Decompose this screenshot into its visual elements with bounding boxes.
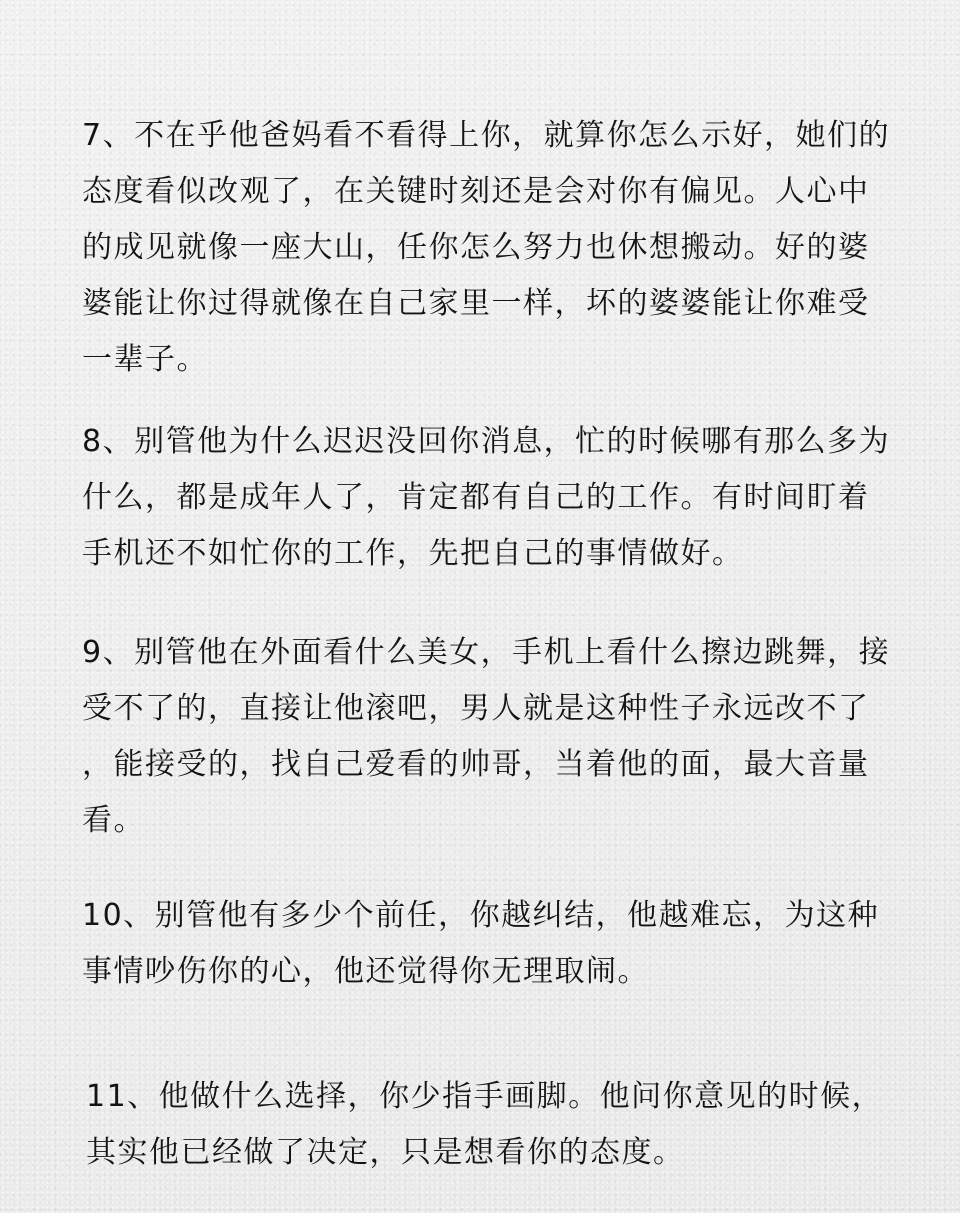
paragraph-line: 9、别管他在外面看什么美女，手机上看什么擦边跳舞，接 [82, 635, 891, 670]
paragraph-line: 一辈子。 [82, 342, 208, 377]
paragraph-line: 7、不在乎他爸妈看不看得上你，就算你怎么示好，她们的 [82, 118, 891, 153]
paragraph-line: 的成见就像一座大山，任你怎么努力也休想搬动。好的婆 [82, 230, 870, 265]
paragraph-8 [82, 414, 891, 582]
paragraph-line: 11、他做什么选择，你少指手画脚。他问你意见的时候， [86, 1079, 884, 1114]
paragraph-line: 8、别管他为什么迟迟没回你消息，忙的时候哪有那么多为 [82, 424, 891, 459]
paragraph-line: 事情吵伤你的心，他还觉得你无理取闹。 [82, 954, 649, 989]
paragraph-10 [82, 888, 882, 1000]
paragraph-line: 受不了的，直接让他滚吧，男人就是这种性子永远改不了 [82, 691, 870, 726]
paragraph-line: 10、别管他有多少个前任，你越纠结，他越难忘，为这种 [82, 898, 880, 933]
paragraph-line: 态度看似改观了，在关键时刻还是会对你有偏见。人心中 [82, 174, 870, 209]
paragraph-line: 看。 [82, 803, 145, 838]
paragraph-7 [82, 108, 891, 388]
paragraph-line: 什么，都是成年人了，肯定都有自己的工作。有时间盯着 [82, 480, 870, 515]
paragraph-line: 其实他已经做了决定，只是想看你的态度。 [86, 1135, 685, 1170]
paragraph-line: 手机还不如忙你的工作，先把自己的事情做好。 [82, 536, 744, 571]
paragraph-line: ，能接受的，找自己爱看的帅哥，当着他的面，最大音量 [82, 747, 870, 782]
paragraph-11 [86, 1069, 886, 1181]
paragraph-9 [82, 625, 891, 849]
paragraph-line: 婆能让你过得就像在自己家里一样，坏的婆婆能让你难受 [82, 286, 870, 321]
